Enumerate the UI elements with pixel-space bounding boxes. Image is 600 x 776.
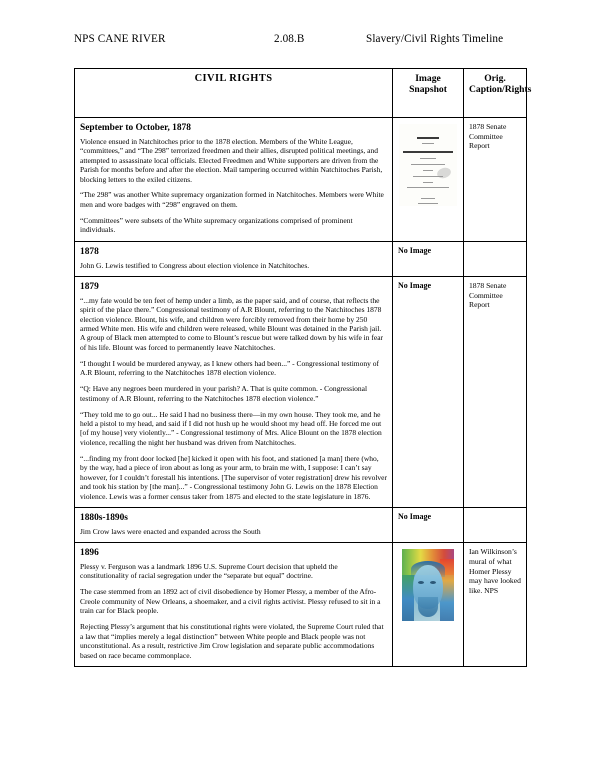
civil-rights-cell bbox=[75, 508, 393, 543]
report-text-line bbox=[422, 143, 434, 144]
image-snapshot-cell bbox=[393, 118, 464, 242]
orig-caption-rights-cell bbox=[464, 543, 527, 667]
entry-paragraph: Rejecting Plessy’s argument that his constitutional rights were violated, the Supreme Court ruled that a law that “implies merely a legal distinction” between White people and Black people was not unconstitutional. As a result, restrictive Jim Crow legislation and separate public accommodations based on race became commonplace. bbox=[80, 622, 384, 660]
rights-text: Ian Wilkinson’s mural of what Homer Plessy may have looked like. NPS bbox=[469, 547, 521, 596]
running-header bbox=[74, 33, 526, 45]
entry-date-heading: 1878 bbox=[80, 246, 99, 257]
column-header-image-snapshot: Image Snapshot bbox=[393, 69, 464, 118]
entry-paragraph: John G. Lewis testified to Congress about election violence in Natchitoches. bbox=[80, 260, 310, 270]
column-header-civil-rights: CIVIL RIGHTS bbox=[75, 69, 393, 118]
entry-paragraph: Violence ensued in Natchitoches prior to the 1878 election. Members of the White League, “committees,” and “The 298” terrorized freedmen and their allies, disrupted political meetings, and attempted to assassinate local officials. Elected Freedmen and White supporters are driven from the Parish for months before and after the election. Mail tampering occurred within Natchitoches Parish, blocking letters to the exiled citizens. bbox=[80, 136, 383, 184]
table-header bbox=[75, 69, 532, 118]
entry-date-heading: 1879 bbox=[80, 281, 99, 292]
orig-caption-rights-cell bbox=[464, 508, 527, 543]
table-header-row bbox=[75, 69, 527, 118]
image-snapshot-cell bbox=[393, 276, 464, 507]
no-image-label: No Image bbox=[398, 245, 432, 255]
report-text-line bbox=[418, 203, 438, 204]
entry-paragraph: “Committees” were subsets of the White supremacy organizations comprised of prominent individuals. bbox=[80, 215, 353, 235]
report-page-smudge bbox=[436, 166, 452, 180]
table-body bbox=[75, 118, 527, 667]
report-text-line bbox=[403, 151, 453, 153]
mural-portrait-beard bbox=[418, 597, 438, 617]
table-row bbox=[75, 508, 527, 543]
orig-caption-rights-cell bbox=[464, 276, 527, 507]
table-row bbox=[75, 118, 527, 242]
entry-paragraph: The case stemmed from an 1892 act of civil disobedience by Homer Plessy, a member of the Afro-Creole community of New Orleans, a shoemaker, and a civil rights activist. Plessy refused to sit in a train car for Black people. bbox=[80, 587, 381, 616]
image-snapshot-cell bbox=[393, 543, 464, 667]
image-snapshot-cell bbox=[393, 241, 464, 276]
header-section-code: 2.08.B bbox=[274, 33, 305, 45]
header-right-title: Slavery/Civil Rights Timeline bbox=[366, 33, 504, 45]
entry-date-heading: 1896 bbox=[80, 548, 99, 559]
entry-date-heading: September to October, 1878 bbox=[80, 123, 191, 133]
entry-paragraph: “Q: Have any negroes been murdered in your parish? A. That is quite common. - Congressional testimony of A.R Blount, referring to the Natchitoches 1878 election violence.” bbox=[80, 384, 368, 403]
report-text-line bbox=[423, 170, 433, 171]
image-snapshot-cell bbox=[393, 508, 464, 543]
civil-rights-cell bbox=[75, 543, 393, 667]
column-header-orig-caption: Orig. Caption/Rights bbox=[464, 69, 527, 118]
report-text-line bbox=[417, 137, 439, 139]
entry-paragraph: “They told me to go out... He said I had no business there—in my own house. They took me, and he held a pistol to my head, and said if I did not hush up he would shoot my head off. He forced me out [of my house] very violently...” - Congressional testimony of Mrs. Alice Blount on the 1878 election violence, recalling the night her husband was driven from Natchitoches. bbox=[80, 409, 382, 447]
entry-paragraph: “The 298” was another White supremacy organization formed in Natchitoches. Members were White men and wore badges with “298” engraved on them. bbox=[80, 190, 384, 209]
entry-paragraph: Jim Crow laws were enacted and expanded across the South bbox=[80, 526, 261, 536]
no-image-label: No Image bbox=[398, 280, 432, 290]
orig-caption-rights-cell bbox=[464, 241, 527, 276]
senate-report-thumbnail bbox=[399, 124, 457, 206]
entry-paragraph: “...my fate would be ten feet of hemp under a limb, as the paper said, and of course, that reflects the spirit of the place there.” Congressional testimony of A.R Blount, referring to the Natchitoches 1878 election violence. Blount, his wife, and children were forcibly removed from their home by 250 armed White men. His wife and children were released, while Blount was detained in the Parish jail. A group of Black men attempted to come to Blount’s rescue but were talked down by his wife in fear of his life. Blount was forced to permanently leave Natchitoches. bbox=[80, 295, 384, 352]
report-text-line bbox=[420, 158, 436, 159]
header-left-title: NPS CANE RIVER bbox=[74, 33, 166, 45]
report-text-line bbox=[407, 187, 449, 188]
table-row bbox=[75, 276, 527, 507]
civil-rights-cell bbox=[75, 241, 393, 276]
entry-date-heading: 1880s-1890s bbox=[80, 513, 128, 524]
report-text-line bbox=[421, 198, 435, 199]
entry-paragraph: “I thought I would be murdered anyway, as I knew others had been...” - Congressional testimony of A.R Blount, referring to the Natchitoches 1878 election violence. bbox=[80, 358, 380, 378]
civil-rights-cell bbox=[75, 276, 393, 507]
orig-caption-rights-cell bbox=[464, 118, 527, 242]
civil-rights-cell bbox=[75, 118, 393, 242]
report-text-line bbox=[423, 182, 433, 183]
plessy-mural-thumbnail bbox=[402, 549, 454, 621]
table-row bbox=[75, 241, 527, 276]
no-image-label: No Image bbox=[398, 512, 432, 522]
entry-paragraph: Plessy v. Ferguson was a landmark 1896 U.S. Supreme Court decision that upheld the constitutionality of racial segregation under the “separate but equal” doctrine. bbox=[80, 562, 338, 581]
table-row bbox=[75, 543, 527, 667]
report-text-line bbox=[411, 164, 445, 165]
rights-text: 1878 Senate Committee Report bbox=[469, 122, 507, 151]
entry-paragraph: “...finding my front door locked [he] kicked it open with his foot, and stationed [a man] there (who, by the way, had a piece of iron about as long as your arm, to brain me with, I suppose: I can’t say however, for I couldn’t forestall his intentions. [The supervisor of voter registration] drew his revolver and took his station by [the man]...” - Congressional testimony John G. Lewis on the 1878 Election violence. Lewis was a former census taker from 1875 and elected to the state legislature in 1876. bbox=[80, 453, 387, 501]
rights-text: 1878 Senate Committee Report bbox=[469, 280, 507, 310]
timeline-table bbox=[74, 68, 532, 667]
